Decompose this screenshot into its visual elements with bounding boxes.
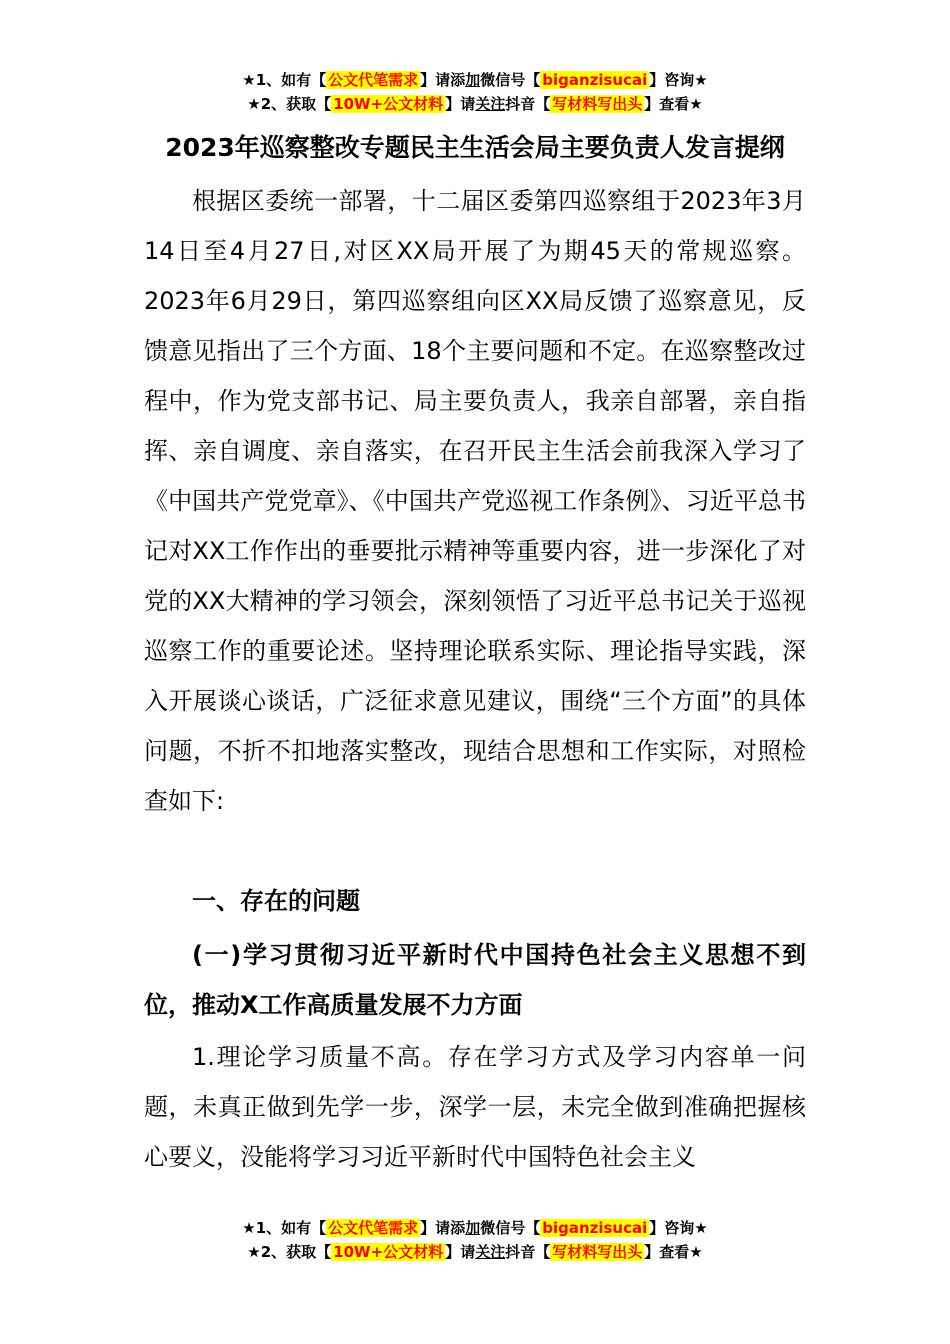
- banner-text: 抖音【: [505, 1243, 551, 1261]
- banner-text: 】请添: [420, 71, 466, 89]
- subsection-heading: (一)学习贯彻习近平新时代中国持色社会主义思想不到位，推动X工作高质量发展不力方面: [144, 941, 806, 1019]
- banner-highlight: 10W+公文材料: [333, 1243, 444, 1261]
- banner-line-2: [0, 92, 950, 116]
- footer-banner: [0, 1216, 950, 1264]
- banner-text: ★1、如有【: [242, 1219, 327, 1237]
- banner-line-1: [0, 68, 950, 92]
- banner-text: 】请: [445, 95, 476, 113]
- document-title: 2023年巡察整改专题民主生活会局主要负责人发言提纲: [165, 133, 785, 162]
- banner-text: 抖音【: [505, 95, 551, 113]
- intro-paragraph: 根据区委统一部署，十二届区委第四巡察组于2023年3月14日至4月27日,对区XX局开展了为期45天的常规巡察。2023年6月29日，第四巡察组向区XX局反馈了巡察意见，反馈意见指出了三个方面、18个主要问题和不定。在巡察整改过程中，作为党支部书记、局主要负责人，我亲自部署，亲自指挥、亲自调度、亲自落实，在召开民主生活会前我深入学习了《中国共产党党章》、《中国共产党巡视工作条例》、习近平总书记对XX工作作出的垂要批示精神等重要内容，进一步深化了对党的XX大精神的学习领会，深刻领悟了习近平总书记关于巡视巡察工作的重要论述。坚持理论联系实际、理论指导实践，深入开展谈心谈话，广泛征求意见建议，围绕“三个方面”的具体问题，不折不扣地落实整改，现结合思想和工作实际，对照检查如下:: [144, 187, 806, 815]
- banner-line-1: [0, 1216, 950, 1240]
- section-heading: 一、存在的问题: [192, 887, 360, 915]
- banner-highlight: biganzisucai: [542, 1219, 648, 1237]
- banner-underline: 关注: [475, 95, 506, 113]
- banner-text: ★2、获取【: [247, 95, 332, 113]
- banner-text: 】咨询★: [649, 71, 708, 89]
- banner-text: 】请添: [420, 1219, 466, 1237]
- banner-text: ★1、如有【: [242, 71, 327, 89]
- banner-underline: 加: [465, 1219, 481, 1237]
- header-banner: [0, 68, 950, 116]
- banner-highlight: 公文代笔需求: [328, 1219, 419, 1237]
- banner-text: 微信号【: [480, 1219, 541, 1237]
- banner-text: 】咨询★: [649, 1219, 708, 1237]
- banner-line-2: [0, 1240, 950, 1264]
- banner-highlight: biganzisucai: [542, 71, 648, 89]
- banner-text: 】查看★: [644, 1243, 703, 1261]
- banner-highlight: 10W+公文材料: [333, 95, 444, 113]
- banner-highlight: 公文代笔需求: [328, 71, 419, 89]
- banner-highlight: 写材料写出头: [552, 95, 643, 113]
- banner-text: ★2、获取【: [247, 1243, 332, 1261]
- banner-text: 】请: [445, 1243, 476, 1261]
- banner-underline: 加: [465, 71, 481, 89]
- banner-text: 微信号【: [480, 71, 541, 89]
- item-paragraph: 1.理论学习质量不高。存在学习方式及学习内容单一问题，未真正做到先学一步，深学一层，未完全做到准确把握核心要义，没能将学习习近平新时代中国特色社会主义: [144, 1043, 806, 1171]
- banner-highlight: 写材料写出头: [552, 1243, 643, 1261]
- banner-text: 】查看★: [644, 95, 703, 113]
- banner-underline: 关注: [475, 1243, 506, 1261]
